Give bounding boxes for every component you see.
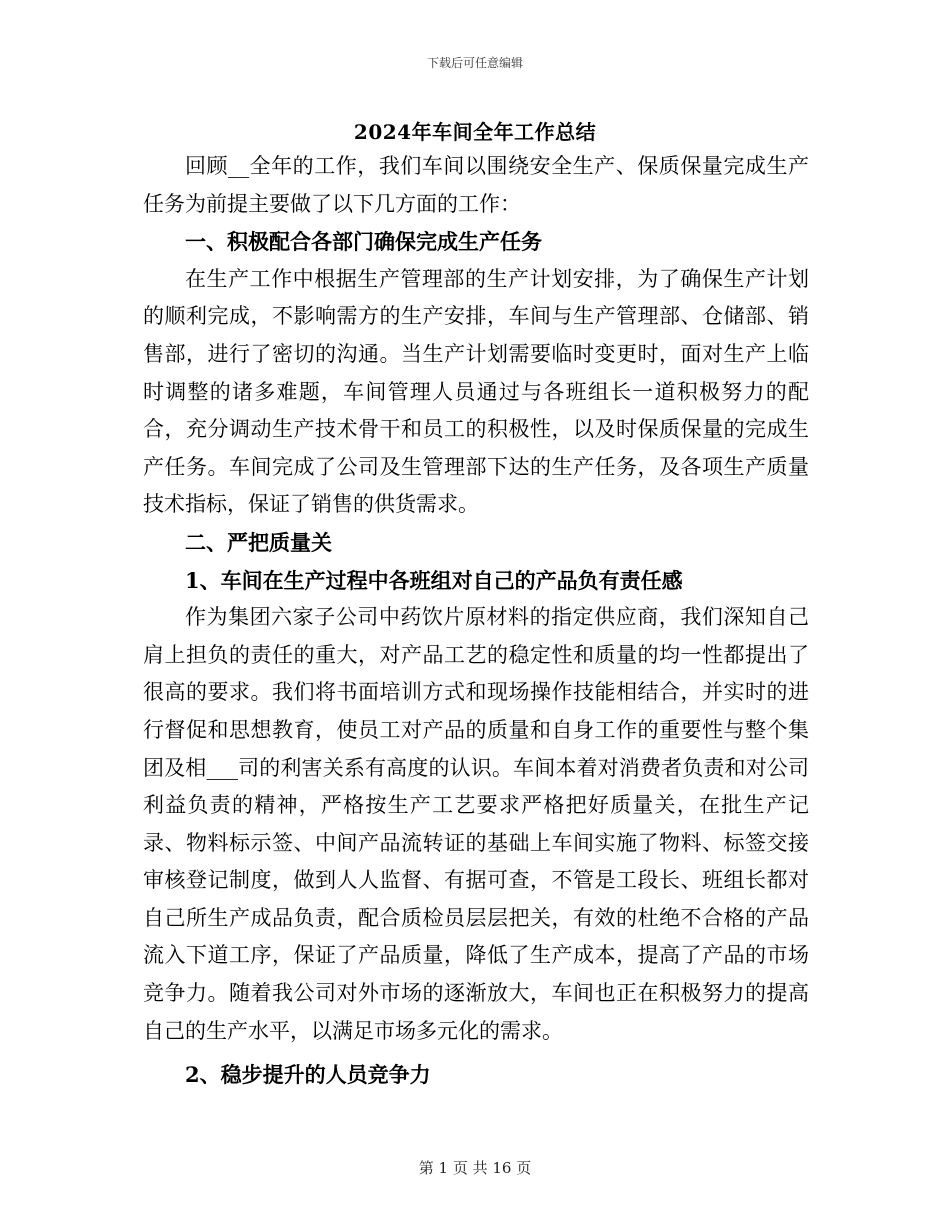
- intro-paragraph: 回顾__全年的工作，我们车间以围绕安全生产、保质保量完成生产任务为前提主要做了以下几方面的工作：: [143, 154, 809, 216]
- page-number: 第 1 页 共 16 页: [418, 1159, 532, 1177]
- section-1-paragraph: 在生产工作中根据生产管理部的生产计划安排，为了确保生产计划的顺利完成，不影响需方的生产安排，车间与生产管理部、仓储部、销售部，进行了密切的沟通。当生产计划需要临时变更时，面对生产上临时调整的诸多难题，车间管理人员通过与各班组长一道积极努力的配合，充分调动生产技术骨干和员工的积极性，以及时保质保量的完成生产任务。车间完成了公司及生管理部下达的生产任务，及各项生产质量技术指标，保证了销售的供货需求。: [143, 266, 809, 517]
- subsection-heading-2-1: 1、车间在生产过程中各班组对自己的产品负有责任感: [185, 567, 683, 593]
- subsection-2-1-paragraph: 作为集团六家子公司中药饮片原材料的指定供应商，我们深知自己肩上担负的责任的重大，对产品工艺的稳定性和质量的均一性都提出了很高的要求。我们将书面培训方式和现场操作技能相结合，并实时的进行督促和思想教育，使员工对产品的质量和自身工作的重要性与整个集团及相___司的利害关系有高度的认识。车间本着对消费者负责和对公司利益负责的精神，严格按生产工艺要求严格把好质量关，在批生产记录、物料标示签、中间产品流转证的基础上车间实施了物料、标签交接审核登记制度，做到人人监督、有据可查，不管是工段长、班组长都对自己所生产成品负责，配合质检员层层把关，有效的杜绝不合格的产品流入下道工序，保证了产品质量，降低了生产成本，提高了产品的市场竞争力。随着我公司对外市场的逐渐放大，车间也正在积极努力的提高自己的生产水平，以满足市场多元化的需求。: [143, 605, 809, 1043]
- page-header-note: 下载后可任意编辑: [426, 56, 523, 70]
- document-body: [143, 148, 809, 1094]
- section-heading-1: 一、积极配合各部门确保完成生产任务: [185, 229, 542, 255]
- document-title: 2024年车间全年工作总结: [353, 120, 597, 144]
- section-heading-2: 二、严把质量关: [185, 529, 332, 555]
- subsection-heading-2-2: 2、稳步提升的人员竞争力: [185, 1062, 431, 1088]
